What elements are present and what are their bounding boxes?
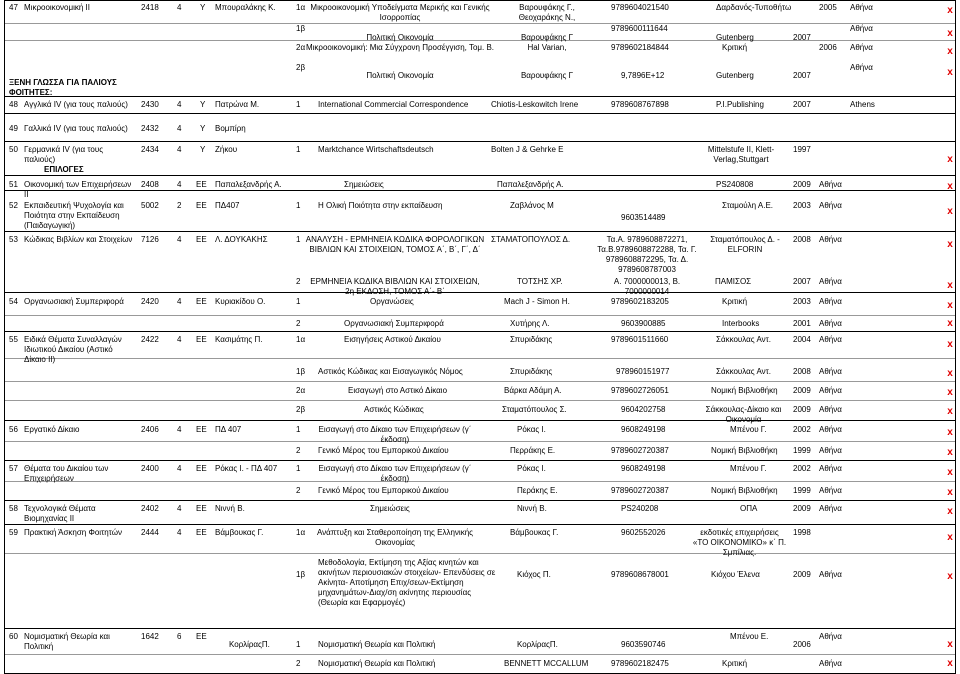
book-city: Αθήνα [819, 297, 842, 306]
mark-x: x [947, 5, 953, 16]
course-type: ΕΕ [196, 235, 207, 244]
book-mark: 1α [296, 335, 306, 344]
course-prof: Κασιμάτης Π. [215, 335, 263, 344]
book-mark: 2α [296, 386, 306, 395]
course-ects: 4 [177, 425, 182, 434]
book-mark: 2β [296, 63, 306, 72]
book-publisher: Δαρδανός-Τυποθήτω [716, 3, 792, 12]
mark-x: x [947, 639, 953, 650]
course-prof: Βομπίρη [215, 124, 246, 133]
course-prof: Ρόκας Ι. - ΠΔ 407 [215, 464, 278, 473]
book-title: Οργανωσιακή Συμπεριφορά [344, 319, 444, 328]
course-code: 2418 [141, 3, 159, 12]
mark-x: x [947, 28, 953, 39]
course-ects: 4 [177, 464, 182, 473]
book-publisher: Σταματόπουλος Δ. - ELFORIN [710, 235, 780, 254]
book-mark: 1 [296, 640, 301, 649]
book-author: Ρόκας Ι. [517, 425, 546, 434]
book-publisher: Μπένου Ε. [730, 632, 769, 641]
book-isbn: 9608249198 [621, 464, 666, 473]
course-type: Υ [200, 3, 206, 12]
book-author: Βάρκα Αδάμη Α. [504, 386, 562, 395]
mark-x: x [947, 46, 953, 57]
book-publisher: Interbooks [722, 319, 760, 328]
mark-x: x [947, 300, 953, 311]
book-city: Αθήνα [850, 24, 873, 33]
course-ects: 4 [177, 3, 182, 12]
book-publisher: Νομική Βιβλιοθήκη [711, 446, 778, 455]
course-name: Νομισματική Θεωρία και Πολιτική [24, 632, 110, 651]
course-ects: 4 [177, 145, 182, 154]
book-isbn: PS240208 [621, 504, 659, 513]
book-mark: 1 [296, 464, 301, 473]
book-publisher: ΠΑΜΙΣΟΣ [715, 277, 752, 286]
book-title: Ανάπτυξη και Σταθεροποίηση της Ελληνικής Οικονομίας [316, 528, 474, 547]
book-year: 2005 [819, 3, 837, 12]
course-no: 60 [9, 632, 18, 641]
book-city: Αθήνα [819, 464, 842, 473]
mark-x: x [947, 154, 953, 165]
course-no: 59 [9, 528, 18, 537]
course-code: 2432 [141, 124, 159, 133]
book-author: Περάκης Ε. [517, 486, 558, 495]
book-city: Αθήνα [819, 486, 842, 495]
book-year: 1999 [793, 486, 811, 495]
book-mark: 1β [296, 367, 306, 376]
book-publisher: Κριτική [722, 659, 748, 668]
book-author: Περράκης Ε. [510, 446, 556, 455]
course-type: ΕΕ [196, 425, 207, 434]
book-isbn: Α. 7000000013, Β. 7000000014 [613, 277, 681, 296]
book-city: Αθήνα [819, 425, 842, 434]
course-prof: Βάμβουκας Γ. [215, 528, 264, 537]
mark-x: x [947, 280, 953, 291]
book-title: Marktchance Wirtschaftsdeutsch [318, 145, 434, 154]
book-city: Αθήνα [819, 201, 842, 210]
book-city: Αθήνα [819, 235, 842, 244]
course-name: Οργανωσιακή Συμπεριφορά [24, 297, 124, 306]
mark-x: x [947, 387, 953, 398]
course-type: ΕΕ [196, 180, 207, 189]
course-prof: Ζήκου [215, 145, 238, 154]
book-author: BENNETT MCCALLUM [504, 659, 589, 668]
course-code: 2420 [141, 297, 159, 306]
book-title: Εισαγωγή στο Δίκαιο των Επιχειρήσεων (γ΄ έκδοση) [318, 425, 472, 444]
book-isbn: 9603514489 [621, 213, 666, 222]
course-no: 56 [9, 425, 18, 434]
book-isbn: 9789602726051 [611, 386, 669, 395]
book-mark: 1α [296, 3, 306, 12]
book-publisher: Νομική Βιβλιοθήκη [711, 386, 778, 395]
course-no: 51 [9, 180, 18, 189]
course-name: Πρακτική Άσκηση Φοιτητών [24, 528, 122, 537]
book-mark: 1 [296, 425, 301, 434]
book-publisher: Κριτική [722, 43, 748, 52]
book-city: Αθήνα [819, 180, 842, 189]
course-no: 55 [9, 335, 18, 344]
course-no: 48 [9, 100, 18, 109]
course-code: 5002 [141, 201, 159, 210]
book-city: Αθήνα [819, 319, 842, 328]
book-city: Αθήνα [819, 659, 842, 668]
book-year: 2009 [793, 386, 811, 395]
book-publisher: Gutenberg [716, 33, 754, 42]
mark-x: x [947, 658, 953, 669]
book-author: ΚορλίραςΠ. [517, 640, 558, 649]
book-mark: 2 [296, 659, 301, 668]
course-prof: Πατρώνα Μ. [215, 100, 260, 109]
book-isbn: 9789600111644 [611, 24, 668, 33]
book-publisher: Κριτική [722, 297, 748, 306]
book-year: 2002 [793, 425, 811, 434]
section-heading: ΕΠΙΛΟΓΕΣ [44, 165, 84, 174]
book-title: Νομισματική Θεωρία και Πολιτική [318, 659, 436, 668]
book-author: Σπυριδάκης [510, 335, 553, 344]
course-code: 2400 [141, 464, 159, 473]
book-isbn: 9789602182475 [611, 659, 669, 668]
mark-x: x [947, 239, 953, 250]
course-name: Οικονομική των Επιχειρήσεων ΙΙ [24, 180, 132, 199]
book-year: 2009 [793, 504, 811, 513]
book-publisher: PS240808 [716, 180, 754, 189]
course-prof: ΠΔ 407 [215, 425, 242, 434]
course-no: 47 [9, 3, 18, 12]
book-publisher: Σταμούλη Α.Ε. [722, 201, 774, 210]
course-prof: Μπουραλάκης Κ. [215, 3, 276, 12]
book-year: 2009 [793, 180, 811, 189]
book-author: Bolten J & Gehrke E [491, 145, 564, 154]
book-year: 2001 [793, 319, 811, 328]
book-isbn: 9603590746 [621, 640, 666, 649]
course-code: 2444 [141, 528, 159, 537]
book-author: Κιόχος Π. [517, 570, 551, 579]
book-isbn: 9789602184844 [611, 43, 669, 52]
book-year: 2004 [793, 335, 811, 344]
book-isbn: 9789604021540 [611, 3, 669, 12]
book-mark: 2 [296, 446, 301, 455]
book-title: Οργανώσεις [370, 297, 414, 306]
book-publisher: Σάκκουλας Αντ. [716, 335, 772, 344]
course-name: Γαλλικά IV (για τους παλιούς) [24, 124, 128, 133]
course-ects: 4 [177, 528, 182, 537]
book-isbn: 9789602720387 [611, 486, 669, 495]
book-title: Εισαγωγή στο Δίκαιο των Επιχειρήσεων (γ΄ έκδοση) [318, 464, 472, 483]
course-ects: 4 [177, 100, 182, 109]
book-year: 2009 [793, 405, 811, 414]
book-city: Αθήνα [819, 335, 842, 344]
book-title: ΑΝΑΛΥΣΗ - ΕΡΜΗΝΕΙΑ ΚΩΔΙΚΑ ΦΟΡΟΛΟΓΙΚΩΝ ΒΙΒΛΙΩΝ ΚΑΙ ΣΤΟΙΧΕΙΩΝ, ΤΟΜΟΣ Α΄, Β΄, Γ΄, Δ΄ [305, 235, 485, 254]
book-year: 2006 [793, 640, 811, 649]
book-title: Σημειώσεις [344, 180, 384, 189]
course-ects: 4 [177, 297, 182, 306]
book-isbn: 9789602183205 [611, 297, 669, 306]
book-city: Αθήνα [850, 63, 873, 72]
book-publisher: Κιόχου Έλενα [711, 570, 760, 579]
mark-x: x [947, 532, 953, 543]
book-mark: 2 [296, 277, 301, 286]
book-publisher: εκδοτικές επιχειρήσεις «ΤΟ ΟΙΚΟΝΟΜΙΚΟ» κ΄ Π. Σμπίλιας. [692, 528, 787, 557]
course-name: Κώδικας Βιβλίων και Στοιχείων [24, 235, 133, 244]
mark-x: x [947, 427, 953, 438]
mark-x: x [947, 368, 953, 379]
course-prof: Λ. ΔΟΥΚΑΚΗΣ [215, 235, 268, 244]
book-isbn: 9789608767898 [611, 100, 669, 109]
book-author: ΣΤΑΜΑΤΟΠΟΥΛΟΣ Δ. [491, 235, 571, 244]
book-title: Αστικός Κώδικας και Εισαγωγικός Νόμος [318, 367, 463, 376]
book-title: Νομισματική Θεωρία και Πολιτική [318, 640, 436, 649]
book-publisher: Μπένου Γ. [730, 425, 767, 434]
mark-x: x [947, 67, 953, 78]
mark-x: x [947, 467, 953, 478]
course-no: 49 [9, 124, 18, 133]
book-author: Χυτήρης Λ. [510, 319, 550, 328]
mark-x: x [947, 406, 953, 417]
book-mark: 1 [296, 145, 301, 154]
course-prof: Κυριακίδου Ο. [215, 297, 266, 306]
book-title: Εισηγήσεις Αστικού Δικαίου [344, 335, 441, 344]
section-heading: ΞΕΝΗ ΓΛΩΣΣΑ ΓΙΑ ΠΑΛΙΟΥΣ ΦΟΙΤΗΤΕΣ: [9, 78, 117, 97]
course-name: Τεχνολογικά Θέματα Βιομηχανίας ΙΙ [24, 504, 96, 523]
course-type: ΕΕ [196, 201, 207, 210]
course-ects: 2 [177, 201, 182, 210]
mark-x: x [947, 447, 953, 458]
book-mark: 1 [296, 201, 301, 210]
book-isbn: 9789608678001 [611, 570, 669, 579]
book-year: 2006 [819, 43, 837, 52]
book-city: Αθήνα [819, 386, 842, 395]
book-publisher: Σάκκουλας-Δίκαιο και Οικονομία [705, 405, 782, 424]
book-mark: 2 [296, 319, 301, 328]
book-year: 2007 [793, 33, 811, 42]
book-year: 2007 [793, 100, 811, 109]
book-year: 2009 [793, 570, 811, 579]
book-isbn: 9789601511660 [611, 335, 669, 344]
course-type: ΕΕ [196, 504, 207, 513]
book-mark: 1α [296, 528, 306, 537]
mark-x: x [947, 206, 953, 217]
course-no: 58 [9, 504, 18, 513]
mark-x: x [947, 318, 953, 329]
mark-x: x [947, 339, 953, 350]
course-ects: 4 [177, 180, 182, 189]
book-mark: 1 [296, 297, 301, 306]
course-type: ΕΕ [196, 528, 207, 537]
course-name: Γερμανικά IV (για τους παλιούς) [24, 145, 104, 164]
book-city: Αθήνα [819, 446, 842, 455]
book-year: 1997 [793, 145, 811, 154]
book-isbn: 9789602720387 [611, 446, 669, 455]
book-city: Athens [850, 100, 875, 109]
book-isbn: 978960151977 [616, 367, 670, 376]
mark-x: x [947, 571, 953, 582]
book-publisher: Σάκκουλας Αντ. [716, 367, 772, 376]
book-title: Πολιτική Οικονομία [366, 71, 434, 80]
course-name: Εκπαιδευτική Ψυχολογία και Ποιότητα στην Εκπαίδευση (Παιδαγωγική) [24, 201, 124, 230]
book-mark: 2β [296, 405, 306, 414]
book-title: Μικροοικονομική: Μια Σύγχρονη Προσέγγιση, Τομ. Β. [305, 43, 495, 52]
course-prof: Παπαλεξανδρής Α. [215, 180, 282, 189]
book-title: International Commercial Correspondence [318, 100, 469, 109]
book-publisher: Mittelstufe II, Klett-Verlag,Stuttgart [707, 145, 775, 164]
book-title: ΕΡΜΗΝΕΙΑ ΚΩΔΙΚΑ ΒΙΒΛΙΩΝ ΚΑΙ ΣΤΟΙΧΕΙΩΝ, 2η ΕΚΔΟΣΗ, ΤΟΜΟΣ Α΄- Β΄ [310, 277, 480, 296]
course-ects: 4 [177, 504, 182, 513]
book-title: Εισαγωγή στο Αστικό Δίκαιο [348, 386, 448, 395]
book-year: 2007 [793, 277, 811, 286]
course-ects: 4 [177, 124, 182, 133]
book-city: Αθήνα [850, 3, 873, 12]
course-name: Μικροοικονομική ΙΙ [24, 3, 90, 12]
course-prof: ΚορλίραςΠ. [229, 640, 270, 649]
book-author: Παπαλεξανδρής Α. [497, 180, 564, 189]
book-author: ΤΟΤΣΗΣ ΧΡ. [517, 277, 563, 286]
course-name: Θέματα του Δικαίου των Επιχειρήσεων [24, 464, 109, 483]
course-code: 2402 [141, 504, 159, 513]
course-no: 57 [9, 464, 18, 473]
book-author: Νιννή Β. [517, 504, 547, 513]
book-publisher: Νομική Βιβλιοθήκη [711, 486, 778, 495]
course-no: 50 [9, 145, 18, 154]
course-ects: 4 [177, 235, 182, 244]
book-mark: 2 [296, 486, 301, 495]
book-city: Αθήνα [819, 632, 842, 641]
book-author: Βάμβουκας Γ. [510, 528, 559, 537]
course-code: 2406 [141, 425, 159, 434]
book-isbn: 9,7896E+12 [621, 71, 665, 80]
book-year: 2008 [793, 235, 811, 244]
book-author: Βαρουφάκης Γ., Θεοχαράκης Ν., [518, 3, 576, 22]
course-name: Εργατικό Δίκαιο [24, 425, 80, 434]
book-city: Αθήνα [819, 405, 842, 414]
book-author: Hal Varian, [527, 43, 567, 52]
book-author: Σπυριδάκης [510, 367, 553, 376]
course-type: Υ [200, 145, 206, 154]
book-year: 2008 [793, 367, 811, 376]
book-isbn: 9602552026 [621, 528, 666, 537]
book-isbn: Τα.Α. 9789608872271, Τα.Β.9789608872288, Τα. Γ. 9789608872295, Τα. Δ. 9789608787003 [597, 235, 697, 274]
course-type: ΕΕ [196, 632, 207, 641]
book-isbn: 9608249198 [621, 425, 666, 434]
book-city: Αθήνα [819, 277, 842, 286]
course-type: Υ [200, 100, 206, 109]
book-author: Mach J - Simon H. [504, 297, 570, 306]
course-code: 1642 [141, 632, 159, 641]
book-mark: 1 [296, 100, 301, 109]
book-year: 2003 [793, 201, 811, 210]
course-ects: 6 [177, 632, 182, 641]
course-code: 7126 [141, 235, 159, 244]
book-title: Γενικό Μέρος του Εμπορικού Δικαίου [318, 486, 449, 495]
book-isbn: 9604202758 [621, 405, 666, 414]
course-type: ΕΕ [196, 464, 207, 473]
book-title: Πολιτική Οικονομία [366, 33, 434, 42]
course-type: ΕΕ [196, 297, 207, 306]
course-code: 2434 [141, 145, 159, 154]
book-author: Ζαβλάνος Μ [510, 201, 554, 210]
course-code: 2430 [141, 100, 159, 109]
course-no: 52 [9, 201, 18, 210]
book-mark: 1β [296, 24, 306, 33]
book-year: 2002 [793, 464, 811, 473]
course-type: Υ [200, 124, 206, 133]
course-type: ΕΕ [196, 335, 207, 344]
book-author: Σταματόπουλος Σ. [502, 405, 567, 414]
course-prof: Νιννή Β. [215, 504, 245, 513]
book-author: Ρόκας Ι. [517, 464, 546, 473]
book-year: 2007 [793, 71, 811, 80]
book-title: Γενικό Μέρος του Εμπορικού Δικαίου [318, 446, 449, 455]
course-prof: ΠΔ407 [215, 201, 240, 210]
book-title: Μεθοδολογία, Εκτίμηση της Αξίας κινητών και ακινήτων περιουσιακών στοιχείων- Επενδύσεις σε Ακίνητα- Αποτίμηση Επιχ/σεων-Εκτίμηση μηχανημάτων-Διαχ/ση ακίνητης περιουσίας (Θεωρία και Εφαρμογές) [318, 558, 496, 607]
mark-x: x [947, 181, 953, 192]
book-title: Σημειώσεις [370, 504, 410, 513]
course-ects: 4 [177, 335, 182, 344]
book-mark: 2α [296, 43, 306, 52]
course-code: 2408 [141, 180, 159, 189]
course-name: Ειδικά Θέματα Συναλλαγών Ιδιωτικού Δικαίου (Αστικό Δίκαιο ΙΙ) [24, 335, 122, 364]
book-city: Αθήνα [819, 570, 842, 579]
book-title: Η Ολική Ποιότητα στην εκπαίδευση [318, 201, 443, 210]
book-title: Αστικός Κώδικας [364, 405, 424, 414]
book-publisher: ΟΠΑ [740, 504, 758, 513]
book-mark: 1 [296, 235, 301, 244]
course-code: 2422 [141, 335, 159, 344]
book-mark: 1β [296, 570, 306, 579]
mark-x: x [947, 506, 953, 517]
book-publisher: Gutenberg [716, 71, 754, 80]
course-no: 54 [9, 297, 18, 306]
course-no: 53 [9, 235, 18, 244]
book-title: Μικροοικονομική Υποδείγματα Μερικής και Γενικής Ισορροπίας [310, 3, 490, 22]
book-author: Chiotis-Leskowitch Irene [491, 100, 579, 109]
book-city: Αθήνα [819, 504, 842, 513]
book-author: Βαρουφάκης Γ [520, 33, 574, 42]
book-year: 1998 [793, 528, 811, 537]
book-city: Αθήνα [850, 43, 873, 52]
mark-x: x [947, 487, 953, 498]
book-isbn: 9603900885 [621, 319, 666, 328]
book-publisher: Μπένου Γ. [730, 464, 767, 473]
book-city: Αθήνα [819, 367, 842, 376]
course-name: Αγγλικά IV (για τους παλιούς) [24, 100, 128, 109]
book-author: Βαρουφάκης Γ [520, 71, 574, 80]
book-year: 2003 [793, 297, 811, 306]
book-year: 1999 [793, 446, 811, 455]
book-publisher: P.I.Publishing [716, 100, 764, 109]
